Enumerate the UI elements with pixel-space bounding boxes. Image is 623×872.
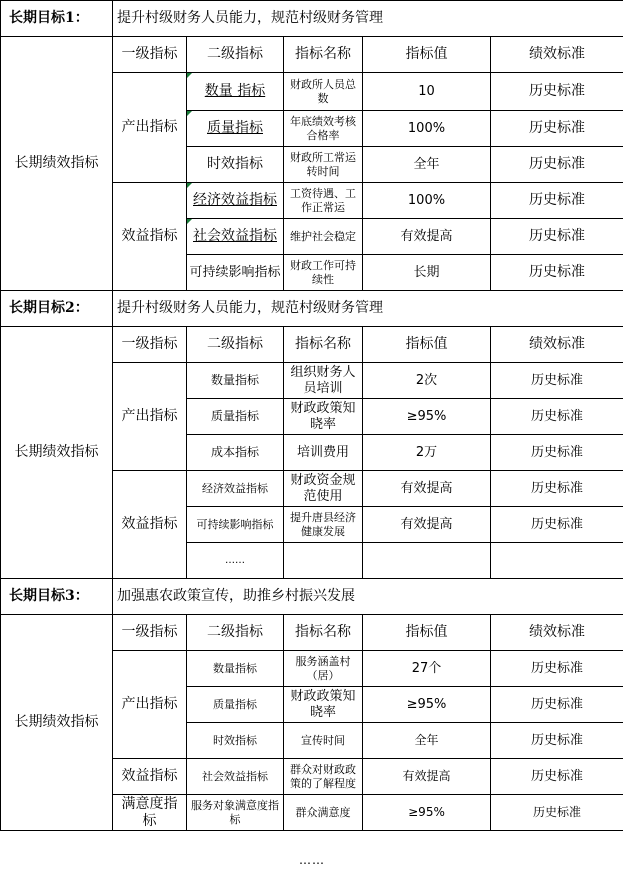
indicator-value-cell: 100% [363, 111, 491, 147]
level2-cell: 质量指标 [187, 687, 284, 723]
header-name: 指标名称 [284, 615, 363, 651]
standard-cell: 历史标准 [491, 759, 623, 795]
standard-cell: 历史标准 [491, 651, 623, 687]
indicator-value-cell: 有效提高 [363, 507, 491, 543]
level2-cell: 质量指标 [187, 399, 284, 435]
indicator-value-cell: 有效提高 [363, 471, 491, 507]
header-level2: 二级指标 [187, 37, 284, 73]
header-value: 指标值 [363, 37, 491, 73]
level1-cell: 效益指标 [113, 183, 187, 291]
level2-cell [187, 183, 284, 219]
level2-cell: 可持续影响指标 [187, 507, 284, 543]
level2-cell: 服务对象满意度指标 [187, 795, 284, 831]
level1-cell: 产出指标 [113, 363, 187, 471]
header-standard: 绩效标准 [491, 615, 623, 651]
header-level1: 一级指标 [113, 327, 187, 363]
footer-ellipsis: …… [1, 831, 623, 868]
level2-cell: 成本指标 [187, 435, 284, 471]
goal-2-label: 长期目标2： [1, 291, 113, 327]
indicator-value-cell: ≥95% [363, 399, 491, 435]
standard-cell: 历史标准 [491, 507, 623, 543]
indicator-name-cell: 维护社会稳定 [284, 219, 363, 255]
indicator-name-cell: 财政所工常运转时间 [284, 147, 363, 183]
level2-cell: 数量指标 [187, 651, 284, 687]
goal-3-label: 长期目标3： [1, 579, 113, 615]
indicator-name-cell: 财政资金规范使用 [284, 471, 363, 507]
level1-cell: 产出指标 [113, 73, 187, 183]
standard-cell: 历史标准 [491, 723, 623, 759]
level2-text: 质量指标 [207, 120, 263, 137]
standard-cell: 历史标准 [491, 399, 623, 435]
indicator-name-cell: 财政政策知晓率 [284, 687, 363, 723]
level2-text: 社会效益指标 [193, 228, 277, 245]
indicator-value-cell: 全年 [363, 723, 491, 759]
standard-cell: 历史标准 [491, 435, 623, 471]
standard-cell: 历史标准 [491, 687, 623, 723]
level2-cell [187, 219, 284, 255]
standard-cell: 历史标准 [491, 111, 623, 147]
level2-cell: 数量指标 [187, 363, 284, 399]
indicator-value-cell: 2次 [363, 363, 491, 399]
level2-cell: 经济效益指标 [187, 471, 284, 507]
indicator-value-cell: 有效提高 [363, 219, 491, 255]
indicator-name-cell: 培训费用 [284, 435, 363, 471]
standard-cell: 历史标准 [491, 219, 623, 255]
indicator-value-cell: 27个 [363, 651, 491, 687]
standard-cell: 历史标准 [491, 795, 623, 831]
indicator-name-cell: 年底绩效考核合格率 [284, 111, 363, 147]
level1-cell: 满意度指标 [113, 795, 187, 831]
indicator-value-cell: 100% [363, 183, 491, 219]
header-value: 指标值 [363, 327, 491, 363]
header-level2: 二级指标 [187, 615, 284, 651]
standard-cell: 历史标准 [491, 471, 623, 507]
indicator-name-cell: 财政工作可持续性 [284, 255, 363, 291]
indicator-name-cell: 提升唐县经济健康发展 [284, 507, 363, 543]
goal-1-label: 长期目标1： [1, 1, 113, 37]
header-value: 指标值 [363, 615, 491, 651]
level2-text: 数量 指标 [204, 83, 266, 100]
goal-3-text: 加强惠农政策宣传，助推乡村振兴发展 [113, 579, 623, 615]
level2-cell: 时效指标 [187, 147, 284, 183]
level2-cell: 社会效益指标 [187, 759, 284, 795]
goal-1-side-label: 长期绩效指标 [1, 37, 113, 291]
standard-cell: 历史标准 [491, 255, 623, 291]
indicator-name-cell: 组织财务人员培训 [284, 363, 363, 399]
indicator-value-cell: 长期 [363, 255, 491, 291]
goal-2-text: 提升村级财务人员能力，规范村级财务管理 [113, 291, 623, 327]
standard-cell: 历史标准 [491, 363, 623, 399]
indicator-value-cell: ≥95% [363, 687, 491, 723]
indicator-name-cell: 工资待遇、工作正常运 [284, 183, 363, 219]
header-level1: 一级指标 [113, 37, 187, 73]
level2-text: 经济效益指标 [193, 192, 277, 209]
goal-2-side-label: 长期绩效指标 [1, 327, 113, 579]
level1-cell: 产出指标 [113, 651, 187, 759]
indicator-name-cell: 群众对财政政策的了解程度 [284, 759, 363, 795]
standard-cell: 历史标准 [491, 183, 623, 219]
header-level2: 二级指标 [187, 327, 284, 363]
indicator-name-cell [284, 543, 363, 579]
level2-cell [187, 111, 284, 147]
standard-cell: 历史标准 [491, 73, 623, 111]
header-name: 指标名称 [284, 327, 363, 363]
header-standard: 绩效标准 [491, 327, 623, 363]
level2-ellipsis: …… [187, 543, 284, 579]
level2-cell [187, 73, 284, 111]
indicator-value-cell: 10 [363, 73, 491, 111]
level1-cell: 效益指标 [113, 471, 187, 579]
level1-cell: 效益指标 [113, 759, 187, 795]
header-name: 指标名称 [284, 37, 363, 73]
header-level1: 一级指标 [113, 615, 187, 651]
indicator-value-cell [363, 543, 491, 579]
indicator-value-cell: 有效提高 [363, 759, 491, 795]
indicator-value-cell: ≥95% [363, 795, 491, 831]
header-standard: 绩效标准 [491, 37, 623, 73]
indicator-name-cell: 财政所人员总数 [284, 73, 363, 111]
standard-cell: 历史标准 [491, 147, 623, 183]
standard-cell [491, 543, 623, 579]
goal-1-text: 提升村级财务人员能力，规范村级财务管理 [113, 1, 623, 37]
indicator-name-cell: 财政政策知晓率 [284, 399, 363, 435]
goal-3-side-label: 长期绩效指标 [1, 615, 113, 831]
indicator-name-cell: 群众满意度 [284, 795, 363, 831]
level2-cell: 时效指标 [187, 723, 284, 759]
indicator-name-cell: 宣传时间 [284, 723, 363, 759]
level2-cell: 可持续影响指标 [187, 255, 284, 291]
indicator-value-cell: 全年 [363, 147, 491, 183]
indicator-name-cell: 服务涵盖村（居） [284, 651, 363, 687]
indicator-value-cell: 2万 [363, 435, 491, 471]
